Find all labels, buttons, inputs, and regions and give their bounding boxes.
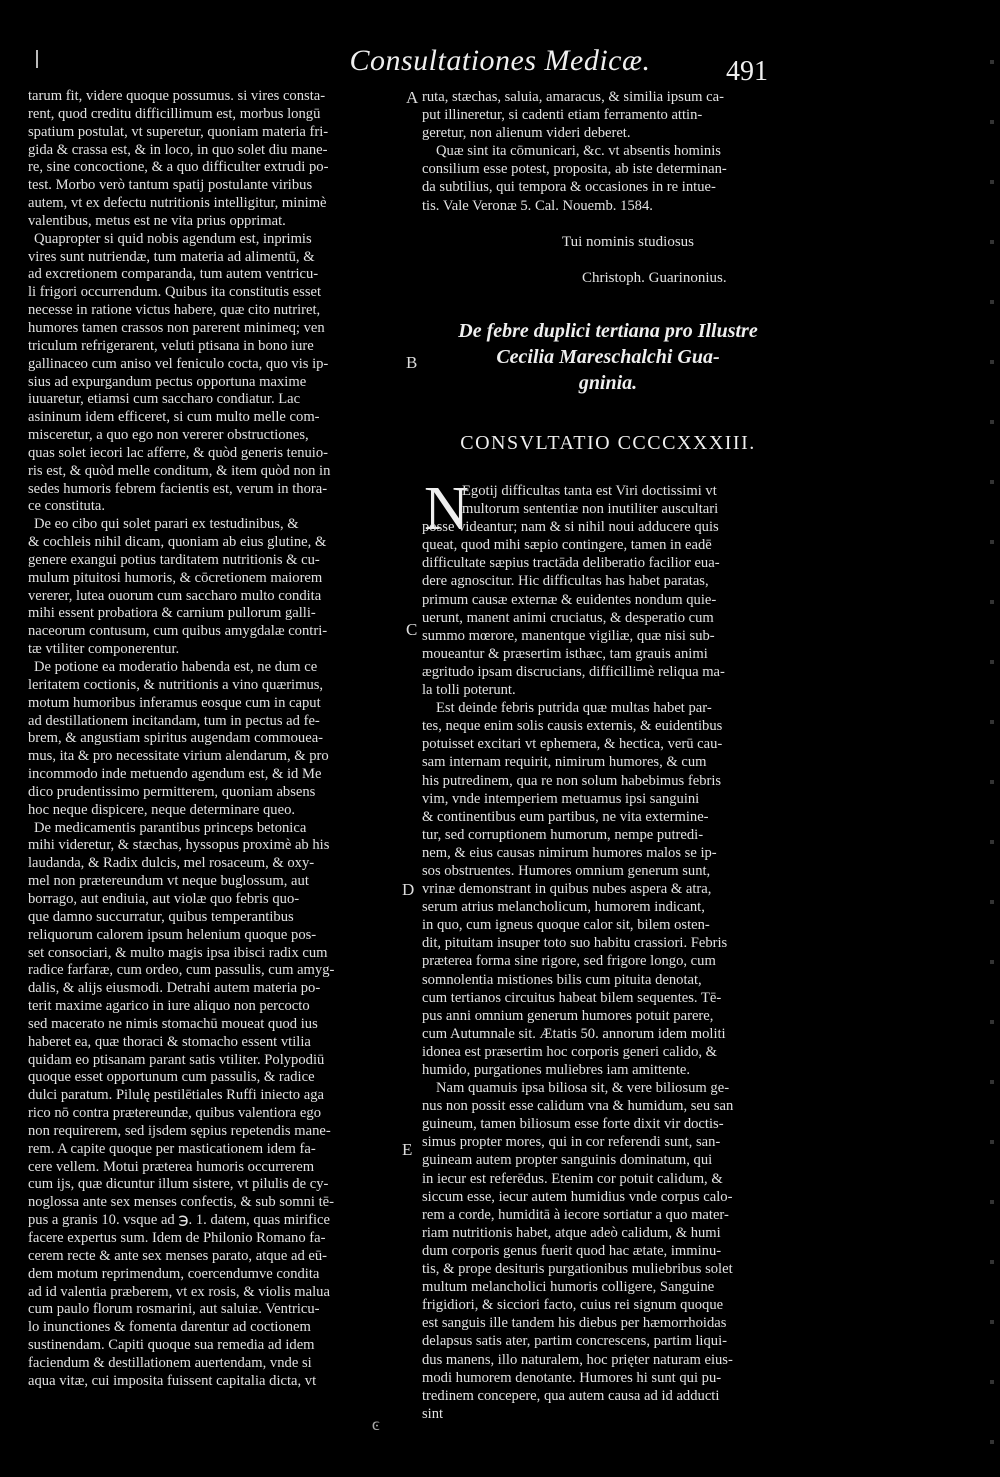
text-line: sed macerato ne nimis stomachū moueat quod ius: [28, 1015, 318, 1032]
page-edge: [990, 30, 994, 1450]
text-line: lo inunctiones & fomenta darentur ad coctionem: [28, 1319, 311, 1336]
page-number: 491: [726, 56, 768, 87]
text-line: tes, neque enim solis causis externis, & euidentibus: [422, 718, 723, 735]
text-line: motum humoribus inferamus eosque cum in caput: [28, 694, 321, 711]
ink-mark: ͼ: [372, 1414, 380, 1434]
text-line: queat, quod mihi sæpio contingere, tamen in eadē: [422, 537, 712, 554]
text-line: brem, & angustiam spiritus augendam commouea-: [28, 730, 324, 747]
text-line: De medicamentis parantibus princeps betonica: [34, 819, 307, 836]
text-line: mihi videretur, & stæchas, hyssopus proximè ab his: [28, 837, 330, 854]
text-line: rem a corde, humiditā à iecore sortiatur a quo mater-: [422, 1206, 729, 1223]
text-line: vererer, lutea ouorum cum saccharo multo condita: [28, 587, 322, 604]
text-line: cere vellem. Motui præterea humoris occurrerem: [28, 1158, 315, 1175]
drop-cap: N: [424, 475, 469, 543]
text-line: faciendum & destillationem auertendam, vnde si: [28, 1354, 312, 1371]
text-line: mel non prætereundum vt neque buglossum, aut: [28, 873, 309, 890]
text-line: siccum esse, iecur autem humidius vnde corpus calo-: [422, 1188, 733, 1205]
text-line: Est deinde febris putrida quæ multas habet par-: [436, 700, 712, 717]
text-line: uerunt, manent animi cruciatus, & desperatio cum: [422, 609, 714, 626]
text-line: asininum idem efficeret, si cum multo melle com-: [28, 409, 320, 426]
text-line: sos obstruentes. Humores omnium generum sunt,: [422, 862, 711, 879]
text-line: dit, pituitam insuper toto suo habitu crassiori. Febris: [422, 935, 728, 952]
text-line: quidam eo ptisanam parant satis vtiliter. Polypodiū: [28, 1051, 325, 1068]
text-line: serum atrius melancholicum, humorem indicant,: [422, 899, 705, 916]
text-line: dus manens, illo naturalem, hoc prięter naturam eius-: [422, 1351, 733, 1368]
signature-closing: Tui nominis studiosus: [562, 234, 694, 250]
text-line: naceorum contusum, cum quibus amygdalæ contri-: [28, 623, 328, 640]
text-line: ægritudo ipsam discrucians, difficillimè reliqua ma-: [422, 663, 725, 680]
text-line: misceretur, a quo ego non vererer obstructiones,: [28, 427, 309, 444]
text-line: mus, ita & pro necessitate virium alendarum, & pro: [28, 748, 329, 765]
text-line: ad excretionem comparanda, tum autem ventricu-: [28, 266, 319, 283]
text-line: guineam autem propter sanguinis dominatum, qui: [422, 1152, 713, 1169]
text-line: Nam quamuis ipsa biliosa sit, & vere biliosum ge-: [436, 1080, 730, 1097]
text-line: in quo, cum igneus quoque calor sit, bilem osten-: [422, 917, 710, 934]
text-line: ruta, stæchas, saluia, amaracus, & similia ipsum ca-: [422, 89, 724, 105]
margin-letter-b: B: [406, 353, 418, 372]
heading-line: De febre duplici tertiana pro Illustre: [458, 320, 758, 342]
text-line: humores tamen crassos non parerent minimeq; ven: [28, 319, 325, 336]
text-line: facere expertus sum. Idem de Philonio Romano fa-: [28, 1230, 326, 1246]
text-line: haberet ea, quæ thoraci & stomacho essent vtilia: [28, 1033, 311, 1050]
section-heading: [422, 318, 794, 396]
text-line: iuuaretur, etiamsi cum saccharo condiatur. Lac: [28, 391, 301, 408]
text-line: sius ad expurgandum pectus opportuna maxime: [28, 373, 307, 390]
text-line: Egotij difficultas tanta est Viri doctissimi vt: [462, 483, 717, 499]
text-line: idonea est præsertim hoc corporis generi calido, &: [422, 1043, 718, 1060]
text-line: nem, & eius causas nimirum humores malos se ip-: [422, 844, 717, 861]
text-line: guineum, tamen biliosum esse forte dixit vir doctis-: [422, 1116, 724, 1133]
text-line: frigidiori, & sicciori facto, cuius rei signum quoque: [422, 1297, 724, 1314]
text-line: mulum pituitosi humoris, & cōcretionem maiorem: [28, 569, 323, 586]
text-line: leritatem coctionis, & nutritionis a vino quærimus,: [28, 676, 324, 693]
text-line: potuisset excitari vt ephemera, & hectica, verū cau-: [422, 736, 723, 753]
text-line: multum melancholici humoris colligere, Sanguine: [422, 1279, 715, 1296]
text-line: difficultate sæpius tractāda deliberatio facilior eua-: [422, 555, 720, 572]
text-line: test. Morbo verò tantum spatij postulante viribus: [28, 177, 313, 194]
text-line: De eo cibo qui solet parari ex testudinibus, &: [34, 516, 299, 533]
text-line: simus propter mores, qui in cor referendi sunt, san-: [422, 1134, 721, 1151]
text-line: incommodo inde metuendo agendum est, & id Me: [28, 766, 322, 783]
text-line: & continentibus eum partibus, ne vita extermine-: [422, 808, 709, 825]
text-line: tredinem concepere, qua autem causa ad id adducti: [422, 1387, 720, 1404]
margin-letter-d: D: [402, 880, 415, 899]
text-line: autem, vt ex defectu nutritionis intelligitur, minimè: [28, 195, 327, 212]
text-line: sedes humoris febrem facientis est, verum in thora-: [28, 480, 328, 497]
text-line: re, sine concoctione, & a quo difficulter extrudi po-: [28, 159, 329, 176]
text-line: rico nō contra prætereundæ, quibus valentiora ego: [28, 1105, 322, 1122]
text-line: cum Autumnale sit. Ætatis 50. annorum idem moliti: [422, 1025, 726, 1042]
text-line: moueantur & præsertim isthæc, tam grauis animi: [422, 645, 708, 662]
text-line: mihi essent probatiora & carnium pullorum galli-: [28, 605, 316, 622]
text-line: tis, & prope desituris purgationibus muliebribus solet: [422, 1261, 733, 1278]
signature-name: Christoph. Guarinonius.: [582, 270, 727, 286]
text-line: Quapropter si quid nobis agendum est, inprimis: [34, 230, 312, 247]
text-line: sam internam requirit, nimirum humores, & cum: [422, 754, 707, 771]
text-line: tarum fit, videre quoque possumus. si vires consta-: [28, 88, 326, 104]
text-line: ce constituta.: [28, 498, 105, 515]
margin-letter-e: E: [402, 1140, 413, 1159]
text-line: his putredinem, qua re non solum habebimus febris: [422, 772, 722, 789]
text-line: modi humorem denotante. Humores hi sunt qui pu-: [422, 1369, 722, 1386]
text-line: delapsus satis ater, partim concrescens, partim liqui-: [422, 1333, 727, 1350]
text-line: gida & crassa est, & in loco, in quo solet diu mane-: [28, 141, 328, 158]
text-line: spatium postulat, vt superetur, quoniam materia fri-: [28, 123, 329, 140]
text-line: radice farfaræ, cum ordeo, cum passulis, cum amyg-: [28, 962, 335, 979]
text-line: aqua vitæ, cui imposita fuissent capitalia dicta, vt: [28, 1372, 317, 1389]
text-line: & cochleis nihil dicam, quoniam ab eius glutine, &: [28, 534, 327, 551]
text-line: sustinendam. Capiti quoque sua remedia ad idem: [28, 1337, 315, 1354]
text-line: cerem recte & ante sex menses parato, atque ad eū-: [28, 1247, 328, 1264]
text-line: pus a granis 10. vsque ad ℈. 1. datem, quas mirifice: [28, 1212, 330, 1229]
text-line: rem. A capite quoque per masticationem idem fa-: [28, 1140, 316, 1157]
text-line: in iecur est referēdus. Etenim cor potuit calidum, &: [422, 1170, 723, 1187]
running-head: Consultationes Medicæ.: [349, 44, 651, 77]
text-line: gallinaceo cum aniso vel feniculo cocta, quo vis ip-: [28, 355, 329, 372]
text-line: nus non possit esse calidum vna & humidum, seu san: [422, 1098, 734, 1115]
text-line: dem motum reprimendum, coercendumve condita: [28, 1265, 320, 1282]
text-line: set consociari, & multo magis ipsa ibisci radix cum: [28, 944, 328, 961]
text-line: dum corporis genus fuerit quod hac ætate, imminu-: [422, 1242, 722, 1259]
text-line: dico prudentissimo permitterem, quoniam absens: [28, 783, 316, 800]
margin-letter-c: C: [406, 620, 418, 639]
text-line: dere agnoscitur. Hic difficultas has habet paratas,: [422, 573, 709, 590]
left-column: [28, 88, 402, 1391]
text-line: tis. Vale Veronæ 5. Cal. Nouemb. 1584.: [422, 197, 653, 214]
text-line: consilium esse potest, proposita, ab iste determinan-: [422, 161, 727, 178]
text-line: laudanda, & Radix dulcis, mel rosaceum, & oxy-: [28, 855, 315, 872]
text-line: genere exangui potius tarditatem nutritionis & cu-: [28, 551, 320, 568]
text-line: que damno succurratur, quibus temperantibus: [28, 908, 294, 925]
text-line: humido, purgationes muliebres iam amittente.: [422, 1062, 691, 1078]
text-line: sint: [422, 1405, 444, 1422]
text-line: hoc neque dispicere, neque determinare queo.: [28, 801, 296, 818]
text-line: quas solet iecori lac afferre, & quòd generis tenuio-: [28, 444, 329, 461]
text-line: vires sunt nutriendæ, tum materia ad alimentū, &: [28, 248, 315, 265]
text-line: somnolentia mistiones bilis cum pituita denotat,: [422, 971, 702, 988]
text-line: terit maxime agarico in iure aliquo non percocto: [28, 998, 310, 1015]
text-line: De potione ea moderatio habenda est, ne dum ce: [34, 659, 318, 675]
heading-line: gninia.: [578, 372, 638, 394]
text-line: Quæ sint ita cōmunicari, &c. vt absentis hominis: [436, 143, 721, 160]
text-line: posse videantur; nam & si nihil noui adducere quis: [422, 519, 719, 536]
margin-letter-a: A: [406, 88, 419, 107]
heading-line: Cecilia Mareschalchi Gua-: [496, 346, 720, 368]
text-line: pus anni omnium generum humores potuit parere,: [422, 1007, 714, 1024]
text-line: primum causæ externæ & euidentes nondum quie-: [422, 591, 717, 608]
text-line: ris est, & quòd melle conditum, & item quòd non in: [28, 462, 331, 479]
text-line: est sanguis ille tandem his diebus per hæmorrhoidas: [422, 1315, 727, 1332]
text-line: riam nutritionis habet, atque adeò calidum, & humi: [422, 1224, 721, 1241]
text-line: ad destillationem incitandam, tum in pectus ad fe-: [28, 712, 320, 729]
text-line: noglossa ante sex menses confectis, & sub somni tē-: [28, 1194, 335, 1211]
text-line: multorum sententiæ non inutiliter auscultari: [462, 501, 719, 518]
consultation-body: [422, 482, 794, 1423]
text-line: præterea forma sine rigore, sed frigore longo, cum: [422, 953, 716, 970]
text-line: necesse in ratione victus habere, quæ cito nutriret,: [28, 302, 321, 319]
text-line: li frigori occurrendum. Quibus ita constitutis esset: [28, 284, 322, 301]
text-line: cum paulo florum rosmarini, aut saluiæ. Ventricu-: [28, 1301, 320, 1318]
text-line: tæ vtiliter componerentur.: [28, 641, 180, 658]
text-line: put illineretur, si cadenti etiam ferramento attin-: [422, 107, 703, 124]
text-line: da subtilius, qui tempora & occasiones in re intue-: [422, 179, 716, 196]
text-line: summo mœrore, manentque vigiliæ, quæ nisi sub-: [422, 627, 715, 644]
text-line: rent, quod creditu difficillimum est, morbus longū: [28, 105, 321, 122]
text-line: non requirerem, sed ijsdem sępius repetendis mane-: [28, 1122, 331, 1139]
text-line: triculum refrigerarent, veluti ptisana in bono iure: [28, 337, 314, 354]
text-line: vrinæ demonstrant in quibus nubes aspera & atra,: [422, 881, 712, 898]
text-line: ad id valentia præberem, vt ex rosis, & violis malua: [28, 1283, 330, 1300]
text-line: dulci paratum. Pilulę pestilētiales Ruffi iniecto aga: [28, 1087, 324, 1104]
text-line: quoque esset opportunum cum passulis, & radice: [28, 1069, 315, 1086]
text-line: vim, vnde intemperiem metuamus ipsi sanguini: [422, 790, 700, 807]
text-line: la tolli poterunt.: [422, 682, 516, 699]
text-line: cum tertianos circuitus habeat bilem sequentes. Tē-: [422, 989, 722, 1006]
text-line: geretur, non alienum videri deberet.: [422, 125, 631, 142]
text-line: tur, sed corruptionem humorum, nempe putredi-: [422, 826, 704, 843]
consultatio-title: CONSVLTATIO CCCCXXXIII.: [460, 432, 756, 454]
text-line: cum ijs, quæ dicuntur illum sistere, vt pilulis de cy-: [28, 1176, 329, 1193]
text-line: borrago, aut endiuia, aut violæ quo febris quo-: [28, 890, 300, 907]
text-line: reliquorum calorem ipsum helenium quoque pos-: [28, 926, 317, 943]
text-line: valentibus, metus est ne vita prius opprimat.: [28, 212, 286, 229]
text-line: dalis, & alijs eiusmodi. Detrahi autem materia po-: [28, 980, 321, 997]
right-column-top: [422, 88, 794, 215]
